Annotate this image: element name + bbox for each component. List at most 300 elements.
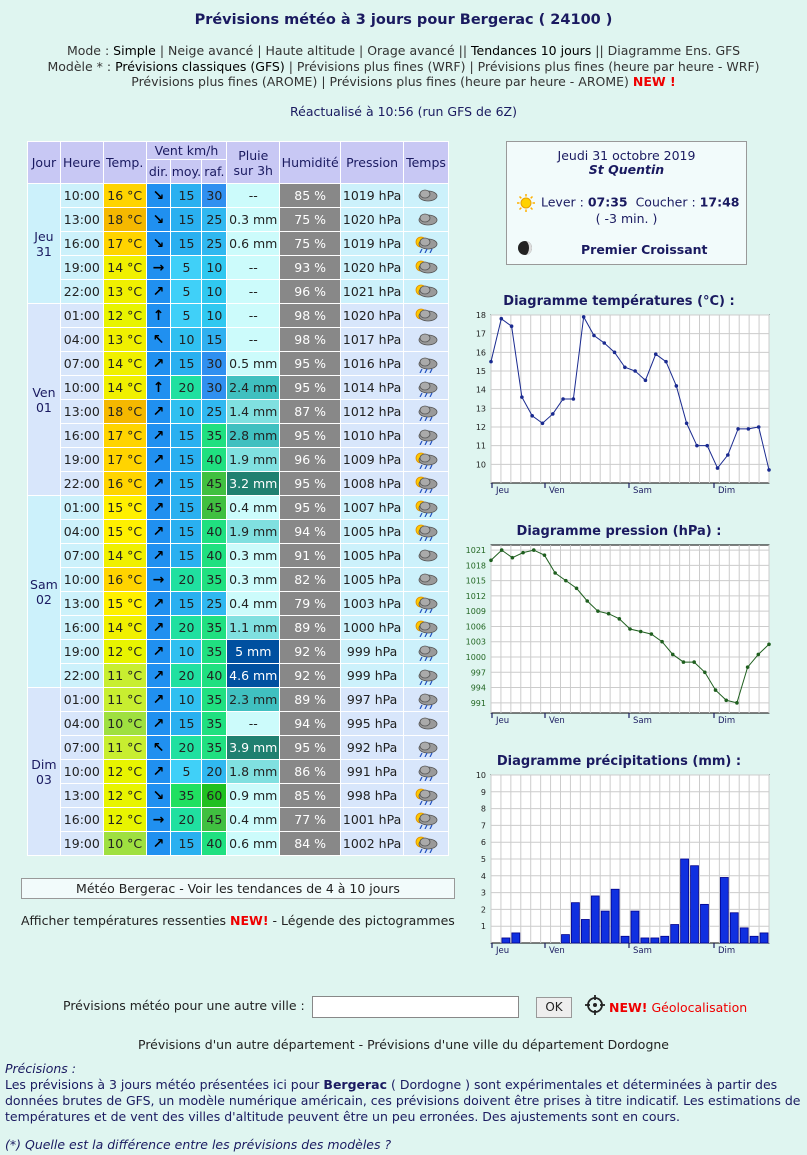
wind-arrow-icon: ↗ <box>152 427 165 444</box>
precisions-title: Précisions : <box>5 1061 76 1076</box>
humidity-cell: 95 % <box>280 736 340 759</box>
header-dir: dir. <box>147 160 171 183</box>
wind-dir-cell <box>147 688 171 711</box>
rain-cell: 0.3 mm <box>227 544 279 567</box>
data-point <box>664 360 668 364</box>
weather-cell <box>404 760 448 783</box>
model-wrf[interactable]: Prévisions plus fines (WRF) <box>296 59 466 74</box>
wind-dir-cell <box>147 712 171 735</box>
wind-gust-cell: 40 <box>202 664 226 687</box>
coucher-time: 17:48 <box>699 194 740 210</box>
wind-dir-cell <box>147 544 171 567</box>
wind-avg-cell: 15 <box>171 472 201 495</box>
mode-simple[interactable]: Simple <box>113 43 156 58</box>
data-point <box>703 670 707 674</box>
mode-diagramme[interactable]: Diagramme Ens. GFS <box>607 43 741 58</box>
rain-cell: -- <box>227 184 279 207</box>
wind-avg-cell: 5 <box>171 256 201 279</box>
mode-orage[interactable]: Orage avancé <box>367 43 455 58</box>
x-day-label: Sam <box>633 716 652 726</box>
x-day-label: Ven <box>549 486 565 496</box>
header-pluie <box>227 142 279 183</box>
header-temps: Temps <box>404 142 448 183</box>
cloud-icon <box>413 187 439 205</box>
table-row <box>28 712 448 735</box>
precip-bar <box>641 938 649 943</box>
wind-gust-cell: 30 <box>202 352 226 375</box>
model-arome[interactable]: Prévisions plus fines (AROME) <box>131 74 318 89</box>
header-humidite: Humidité <box>280 142 340 183</box>
sun-cloud-icon <box>413 307 439 325</box>
wind-avg-cell: 5 <box>171 760 201 783</box>
hour-cell: 13:00 <box>61 592 103 615</box>
temp-cell: 14 °C <box>104 544 146 567</box>
wind-avg-cell: 15 <box>171 592 201 615</box>
day-number: 03 <box>35 771 52 787</box>
data-point <box>650 632 654 636</box>
data-point <box>582 315 586 319</box>
update-time: Réactualisé à 10:56 (run GFS de 6Z) <box>290 104 517 119</box>
rain-cell: 0.4 mm <box>227 592 279 615</box>
mode-altitude[interactable]: Haute altitude <box>265 43 356 58</box>
wind-dir-cell <box>147 664 171 687</box>
cloud-icon <box>413 331 439 349</box>
x-day-label: Dim <box>718 946 736 956</box>
wind-gust-cell: 25 <box>202 400 226 423</box>
rain-cell: 1.1 mm <box>227 616 279 639</box>
model-wrf-hourly[interactable]: Prévisions plus fines (heure par heure - WRF) <box>477 59 760 74</box>
y-tick-label: 1021 <box>466 546 486 556</box>
table-row <box>28 640 448 663</box>
rain-cell: 0.5 mm <box>227 352 279 375</box>
weather-cell <box>404 328 448 351</box>
wind-arrow-icon: ↗ <box>152 835 165 852</box>
precip-bar <box>701 904 709 943</box>
moon-icon <box>517 240 533 259</box>
table-row <box>28 496 448 519</box>
temp-cell: 12 °C <box>104 784 146 807</box>
wind-avg-cell: 15 <box>171 424 201 447</box>
y-tick-label: 10 <box>475 460 486 470</box>
data-point <box>724 698 728 702</box>
data-point <box>685 421 689 425</box>
weather-cell <box>404 280 448 303</box>
rain-cell: 5 mm <box>227 640 279 663</box>
y-tick-label: 16 <box>475 348 486 358</box>
day-duration: ( -3 min. ) <box>595 211 658 226</box>
feels-like-link[interactable]: Afficher températures ressenties <box>21 913 231 928</box>
hour-cell: 04:00 <box>61 520 103 543</box>
hour-cell: 16:00 <box>61 424 103 447</box>
sun-info-box <box>506 141 747 265</box>
cloud-icon <box>413 571 439 589</box>
precisions-text-1: Les prévisions à 3 jours météo présentées ici pour <box>5 1077 324 1092</box>
temp-cell: 12 °C <box>104 760 146 783</box>
hour-cell: 22:00 <box>61 280 103 303</box>
wind-dir-cell <box>147 784 171 807</box>
faq-link[interactable]: (*) Quelle est la différence entre les prévisions des modèles ? <box>5 1137 392 1152</box>
table-row <box>28 592 448 615</box>
legend-line <box>21 913 455 928</box>
pressure-cell: 1005 hPa <box>341 544 403 567</box>
new-badge: NEW ! <box>632 74 676 89</box>
wind-dir-cell <box>147 376 171 399</box>
sun-rain-icon <box>413 835 439 853</box>
wind-avg-cell: 35 <box>171 784 201 807</box>
wind-gust-cell: 40 <box>202 544 226 567</box>
data-point <box>716 466 720 470</box>
precip-bar <box>720 877 728 943</box>
wind-arrow-icon: ↗ <box>152 595 165 612</box>
temp-cell: 12 °C <box>104 808 146 831</box>
wind-gust-cell: 30 <box>202 376 226 399</box>
wind-avg-cell: 5 <box>171 304 201 327</box>
pressure-cell: 991 hPa <box>341 760 403 783</box>
rain-cell: 1.9 mm <box>227 448 279 471</box>
humidity-cell: 77 % <box>280 808 340 831</box>
humidity-cell: 95 % <box>280 376 340 399</box>
wind-arrow-icon: ↗ <box>152 475 165 492</box>
sun-rain-icon <box>413 499 439 517</box>
humidity-cell: 85 % <box>280 784 340 807</box>
humidity-cell: 92 % <box>280 664 340 687</box>
y-tick-label: 13 <box>475 404 486 414</box>
data-point <box>511 556 515 560</box>
new-badge-2: NEW! <box>230 913 269 928</box>
data-point <box>613 351 617 355</box>
rain-icon <box>413 427 439 445</box>
hour-cell: 04:00 <box>61 328 103 351</box>
humidity-cell: 91 % <box>280 544 340 567</box>
wind-avg-cell: 15 <box>171 496 201 519</box>
wind-avg-cell: 15 <box>171 232 201 255</box>
header-heure: Heure <box>61 142 103 183</box>
y-tick-label: 994 <box>470 683 486 693</box>
rain-icon <box>413 379 439 397</box>
pressure-chart-title: Diagramme pression (hPa) : <box>516 524 722 539</box>
wind-dir-cell <box>147 184 171 207</box>
ok-button[interactable]: OK <box>536 997 572 1018</box>
weather-cell <box>404 232 448 255</box>
wind-gust-cell: 30 <box>202 184 226 207</box>
pressure-cell: 995 hPa <box>341 712 403 735</box>
wind-dir-cell <box>147 232 171 255</box>
crosshair-icon[interactable] <box>585 995 605 1018</box>
header-raf: raf. <box>202 160 226 183</box>
rain-cell: 3.9 mm <box>227 736 279 759</box>
pressure-cell: 1001 hPa <box>341 808 403 831</box>
rain-icon <box>413 643 439 661</box>
temp-cell: 12 °C <box>104 640 146 663</box>
wind-gust-cell: 35 <box>202 616 226 639</box>
wind-dir-cell <box>147 592 171 615</box>
humidity-cell: 94 % <box>280 520 340 543</box>
rain-cell: -- <box>227 304 279 327</box>
weather-cell <box>404 688 448 711</box>
mode-tendances[interactable]: Tendances 10 jours <box>471 43 592 58</box>
pressure-cell: 1005 hPa <box>341 568 403 591</box>
weather-cell <box>404 712 448 735</box>
humidity-cell: 94 % <box>280 712 340 735</box>
hour-cell: 01:00 <box>61 688 103 711</box>
wind-avg-cell: 15 <box>171 832 201 855</box>
data-point <box>543 553 547 557</box>
hour-cell: 01:00 <box>61 304 103 327</box>
wind-avg-cell: 10 <box>171 400 201 423</box>
table-row <box>28 352 448 375</box>
data-point <box>575 586 579 590</box>
precip-bar <box>671 925 679 943</box>
sun-cloud-icon <box>413 259 439 277</box>
wind-avg-cell: 15 <box>171 208 201 231</box>
weather-cell <box>404 784 448 807</box>
table-row <box>28 256 448 279</box>
humidity-cell: 87 % <box>280 400 340 423</box>
pressure-cell: 1007 hPa <box>341 496 403 519</box>
wind-arrow-icon: → <box>152 571 165 588</box>
data-point <box>585 599 589 603</box>
y-tick-label: 1018 <box>466 561 486 571</box>
weather-cell <box>404 832 448 855</box>
rain-cell: 1.9 mm <box>227 520 279 543</box>
mode-nav: Mode : Simple | Neige avancé | Haute altitude | Orage avancé || Tendances 10 jours || Diagramme Ens. GFS <box>66 43 741 58</box>
temperature-chart <box>466 311 772 497</box>
y-tick-label: 6 <box>480 838 486 848</box>
moon-phase: Premier Croissant <box>581 242 708 257</box>
wind-gust-cell: 35 <box>202 736 226 759</box>
geo-label: Géolocalisation <box>651 1000 748 1015</box>
data-point <box>757 653 761 657</box>
rain-cell: 0.3 mm <box>227 208 279 231</box>
forecast-table <box>27 141 449 856</box>
data-point <box>682 660 686 664</box>
wind-dir-cell <box>147 448 171 471</box>
wind-avg-cell: 15 <box>171 520 201 543</box>
weather-cell <box>404 544 448 567</box>
humidity-cell: 85 % <box>280 184 340 207</box>
tendances-link[interactable]: Météo Bergerac - Voir les tendances de 4 à 10 jours <box>21 878 455 899</box>
wind-arrow-icon: ↗ <box>152 667 165 684</box>
wind-dir-cell <box>147 616 171 639</box>
pressure-cell: 1008 hPa <box>341 472 403 495</box>
temp-cell: 17 °C <box>104 232 146 255</box>
wind-avg-cell: 10 <box>171 640 201 663</box>
wind-gust-cell: 35 <box>202 712 226 735</box>
humidity-cell: 79 % <box>280 592 340 615</box>
wind-arrow-icon: → <box>152 811 165 828</box>
sun-times <box>517 194 742 212</box>
model-nav: Modèle * : Prévisions classiques (GFS) | Prévisions plus fines (WRF) | Prévisions plus fines (heure par heure - WRF) <box>47 59 760 74</box>
data-point <box>572 397 576 401</box>
wind-avg-cell: 20 <box>171 664 201 687</box>
y-tick-label: 10 <box>475 771 486 780</box>
rain-icon <box>413 403 439 421</box>
wind-dir-cell <box>147 736 171 759</box>
other-links[interactable]: Prévisions d'un autre département - Prévisions d'une ville du département Dordogne <box>138 1037 669 1052</box>
wind-gust-cell: 35 <box>202 688 226 711</box>
table-row <box>28 736 448 759</box>
other-city-label: Prévisions météo pour une autre ville : <box>63 998 305 1013</box>
hour-cell: 10:00 <box>61 184 103 207</box>
precip-bar <box>760 933 768 943</box>
rain-icon <box>413 763 439 781</box>
wind-arrow-icon: ↗ <box>152 403 165 420</box>
wind-arrow-icon: ↗ <box>152 619 165 636</box>
weather-cell <box>404 184 448 207</box>
wind-dir-cell <box>147 520 171 543</box>
weather-cell <box>404 496 448 519</box>
data-point <box>500 548 504 552</box>
weather-cell <box>404 808 448 831</box>
table-row <box>28 448 448 471</box>
wind-gust-cell: 40 <box>202 832 226 855</box>
wind-gust-cell: 25 <box>202 232 226 255</box>
rain-cell: 4.6 mm <box>227 664 279 687</box>
rain-cell: 2.8 mm <box>227 424 279 447</box>
geo-new-badge: NEW! <box>609 1000 648 1015</box>
hour-cell: 22:00 <box>61 472 103 495</box>
day-label <box>28 688 60 855</box>
pressure-cell: 1012 hPa <box>341 400 403 423</box>
wind-dir-cell <box>147 208 171 231</box>
data-point <box>714 688 718 692</box>
temp-cell: 18 °C <box>104 400 146 423</box>
wind-arrow-icon: ↗ <box>152 643 165 660</box>
wind-dir-cell <box>147 304 171 327</box>
wind-avg-cell: 15 <box>171 544 201 567</box>
data-point <box>551 412 555 416</box>
data-point <box>564 579 568 583</box>
wind-arrow-icon: ↗ <box>152 715 165 732</box>
legend-link[interactable]: - Légende des pictogrammes <box>268 913 455 928</box>
humidity-cell: 82 % <box>280 568 340 591</box>
wind-dir-cell <box>147 808 171 831</box>
temp-cell: 16 °C <box>104 184 146 207</box>
wind-dir-cell <box>147 256 171 279</box>
precip-bar <box>740 928 748 943</box>
model-gfs[interactable]: Prévisions classiques (GFS) <box>115 59 285 74</box>
hour-cell: 13:00 <box>61 400 103 423</box>
temp-cell: 12 °C <box>104 304 146 327</box>
wind-avg-cell: 20 <box>171 616 201 639</box>
data-point <box>510 324 514 328</box>
rain-icon <box>413 739 439 757</box>
wind-avg-cell: 15 <box>171 448 201 471</box>
sun-rain-icon <box>413 235 439 253</box>
wind-dir-cell <box>147 352 171 375</box>
temp-cell: 15 °C <box>104 520 146 543</box>
x-day-label: Sam <box>633 946 652 956</box>
page-title: Prévisions météo à 3 jours pour Bergerac ( 24100 ) <box>194 12 613 28</box>
pressure-cell: 1020 hPa <box>341 208 403 231</box>
wind-gust-cell: 10 <box>202 280 226 303</box>
hour-cell: 07:00 <box>61 736 103 759</box>
header-pluie-1: Pluie <box>238 147 269 163</box>
data-point <box>592 334 596 338</box>
wind-dir-cell <box>147 472 171 495</box>
humidity-cell: 95 % <box>280 496 340 519</box>
table-row <box>28 208 448 231</box>
y-tick-label: 1003 <box>466 637 486 647</box>
data-point <box>618 617 622 621</box>
city-input[interactable] <box>312 996 519 1018</box>
data-point <box>705 444 709 448</box>
weather-cell <box>404 568 448 591</box>
hour-cell: 16:00 <box>61 232 103 255</box>
precip-bar <box>512 933 520 943</box>
hour-cell: 07:00 <box>61 544 103 567</box>
temp-cell: 14 °C <box>104 616 146 639</box>
weather-cell <box>404 376 448 399</box>
y-tick-label: 1012 <box>466 591 486 601</box>
weather-cell <box>404 304 448 327</box>
day-name: Sam <box>30 576 58 592</box>
humidity-cell: 75 % <box>280 232 340 255</box>
table-row <box>28 184 448 207</box>
wind-arrow-icon: ↖ <box>152 739 165 756</box>
wind-arrow-icon: ↗ <box>152 283 165 300</box>
pressure-cell: 1020 hPa <box>341 256 403 279</box>
header-pluie-2: sur 3h <box>233 162 273 178</box>
data-point <box>736 427 740 431</box>
pressure-cell: 1009 hPa <box>341 448 403 471</box>
weather-cell <box>404 472 448 495</box>
pressure-cell: 1000 hPa <box>341 616 403 639</box>
temp-cell: 11 °C <box>104 688 146 711</box>
humidity-cell: 96 % <box>280 280 340 303</box>
hour-cell: 13:00 <box>61 208 103 231</box>
table-row <box>28 760 448 783</box>
table-row <box>28 808 448 831</box>
y-tick-label: 5 <box>480 855 486 864</box>
hour-cell: 10:00 <box>61 568 103 591</box>
model-arome-hourly[interactable]: Prévisions plus fines (heure par heure - AROME) <box>329 74 629 89</box>
day-name: Jeu <box>34 228 54 244</box>
weather-cell <box>404 640 448 663</box>
geolocation-link[interactable] <box>609 1000 747 1015</box>
precisions-text-2: ( Dordogne ) sont expérimentales et déterminées à partir des données brutes de GFS, un modèle numérique américain, ces prévisions doivent être prises à titre indicatif. Les estimations de températures et de vent des villes d'altitude peuvent être un peu erronées. Des ajustements sont en cours. <box>5 1077 801 1124</box>
wind-gust-cell: 15 <box>202 328 226 351</box>
y-tick-label: 14 <box>475 385 486 395</box>
temp-cell: 14 °C <box>104 352 146 375</box>
pressure-cell: 1017 hPa <box>341 328 403 351</box>
header-pression: Pression <box>341 142 403 183</box>
data-point <box>639 630 643 634</box>
mode-label: Mode : <box>66 43 114 58</box>
sun-rain-icon <box>413 475 439 493</box>
precip-bar <box>681 859 689 943</box>
wind-avg-cell: 20 <box>171 376 201 399</box>
y-tick-label: 1009 <box>466 607 486 617</box>
y-tick-label: 12 <box>475 423 486 432</box>
wind-arrow-icon: ↘ <box>152 787 165 804</box>
weather-cell <box>404 424 448 447</box>
wind-arrow-icon: ↖ <box>152 331 165 348</box>
table-row <box>28 616 448 639</box>
lever-time: 07:35 <box>587 194 628 210</box>
precisions-city: Bergerac <box>323 1077 388 1092</box>
mode-neige[interactable]: Neige avancé <box>168 43 254 58</box>
data-point <box>757 425 761 429</box>
temp-cell: 16 °C <box>104 568 146 591</box>
weather-cell <box>404 256 448 279</box>
data-point <box>489 558 493 562</box>
humidity-cell: 86 % <box>280 760 340 783</box>
data-point <box>695 444 699 448</box>
lever-label: Lever : <box>541 194 588 210</box>
sun-rain-icon <box>413 523 439 541</box>
temp-cell: 11 °C <box>104 736 146 759</box>
